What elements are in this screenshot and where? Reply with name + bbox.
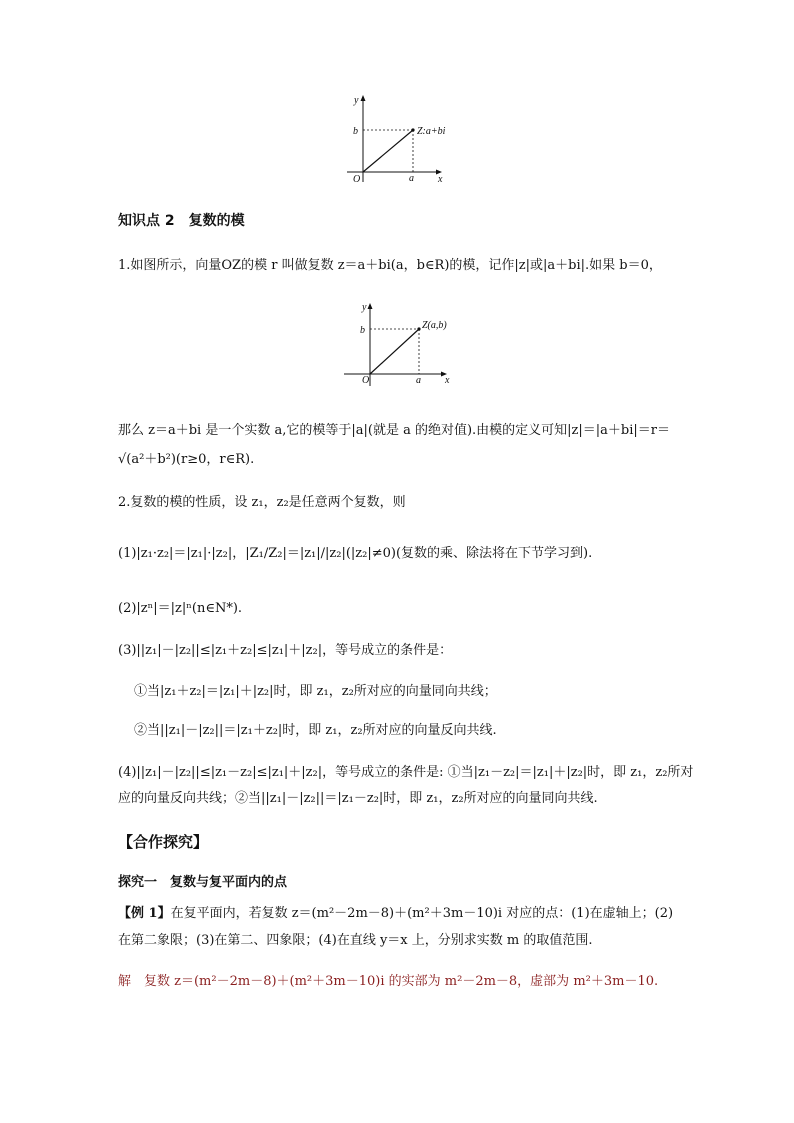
origin-label: O	[362, 375, 370, 386]
y-axis-arrow	[361, 95, 366, 101]
section-heading-modulus: 知识点 2 复数的模	[118, 213, 245, 229]
cooperative-inquiry-heading: 【合作探究】	[118, 833, 209, 851]
point-z-label: Z(a,b)	[422, 320, 447, 331]
complex-plane-figure-2	[340, 300, 460, 390]
property-3-case-1: ①当|z₁＋z₂|＝|z₁|＋|z₂|时，即 z₁，z₂所对应的向量同向共线；	[134, 684, 497, 699]
vector-oz	[363, 130, 413, 172]
property-4-line1: (4)||z₁|－|z₂||≤|z₁－z₂|≤|z₁|＋|z₂|，等号成立的条件是: ①当|z₁－z₂|＝|z₁|＋|z₂|时，即 z₁，z₂所对	[118, 765, 694, 780]
x-axis-label: x	[445, 375, 450, 386]
point-z-label: Z:a+bi	[417, 126, 446, 137]
paragraph-definition: 1.如图所示，向量OZ的模 r 叫做复数 z＝a＋bi(a，b∈R)的模，记作|z|或|a＋bi|.如果 b＝0，	[118, 258, 662, 273]
example-1-line2: 在第二象限；(3)在第二、四象限；(4)在直线 y＝x 上，分别求实数 m 的取值范围.	[118, 933, 593, 948]
property-4-line2: 应的向量反向共线；②当||z₁|－|z₂||＝|z₁－z₂|时，即 z₁，z₂所对应的向量同向共线.	[118, 791, 598, 806]
solution-text: 解 复数 z＝(m²－2m－8)＋(m²＋3m－10)i 的实部为 m²－2m－8，虚部为 m²＋3m－10.	[118, 974, 659, 989]
origin-label: O	[353, 174, 361, 185]
y-axis-label: y	[362, 302, 367, 313]
tick-a-label: a	[409, 173, 414, 184]
tick-b-label: b	[360, 325, 365, 336]
point-z	[417, 327, 420, 330]
tick-a-label: a	[416, 375, 421, 386]
example-1-line1	[118, 905, 673, 923]
x-axis-label: x	[438, 174, 443, 185]
property-2: (2)|zⁿ|＝|z|ⁿ(n∈N*).	[118, 601, 243, 616]
example-1-label: 【例 1】	[118, 906, 171, 921]
y-axis-arrow	[368, 303, 373, 309]
complex-plane-figure-1	[335, 92, 455, 187]
paragraph-real-case-line1: 那么 z＝a＋bi 是一个实数 a,它的模等于|a|(就是 a 的绝对值).由模的定义可知|z|＝|a＋bi|＝r＝	[118, 423, 670, 438]
vector-oz	[370, 329, 419, 374]
property-1: (1)|z₁·z₂|＝|z₁|·|z₂|，|Z₁/Z₂|＝|z₁|/|z₂|(|z₂|≠0)(复数的乘、除法将在下节学习到).	[118, 546, 593, 561]
tick-b-label: b	[353, 126, 358, 137]
inquiry-1-heading: 探究一 复数与复平面内的点	[118, 875, 288, 890]
property-3-case-2: ②当||z₁|－|z₂||＝|z₁＋z₂|时，即 z₁，z₂所对应的向量反向共线.	[134, 723, 497, 738]
point-z	[411, 128, 414, 131]
paragraph-real-case-line2: √(a²＋b²)(r≥0，r∈R).	[118, 452, 255, 467]
y-axis-label: y	[354, 95, 359, 106]
property-3: (3)||z₁|－|z₂||≤|z₁＋z₂|≤|z₁|＋|z₂|，等号成立的条件是：	[118, 643, 453, 658]
example-1-text: 在复平面内，若复数 z＝(m²－2m－8)＋(m²＋3m－10)i 对应的点：(1)在虚轴上；(2)	[170, 906, 674, 921]
properties-intro: 2.复数的模的性质，设 z₁，z₂是任意两个复数，则	[118, 495, 406, 510]
